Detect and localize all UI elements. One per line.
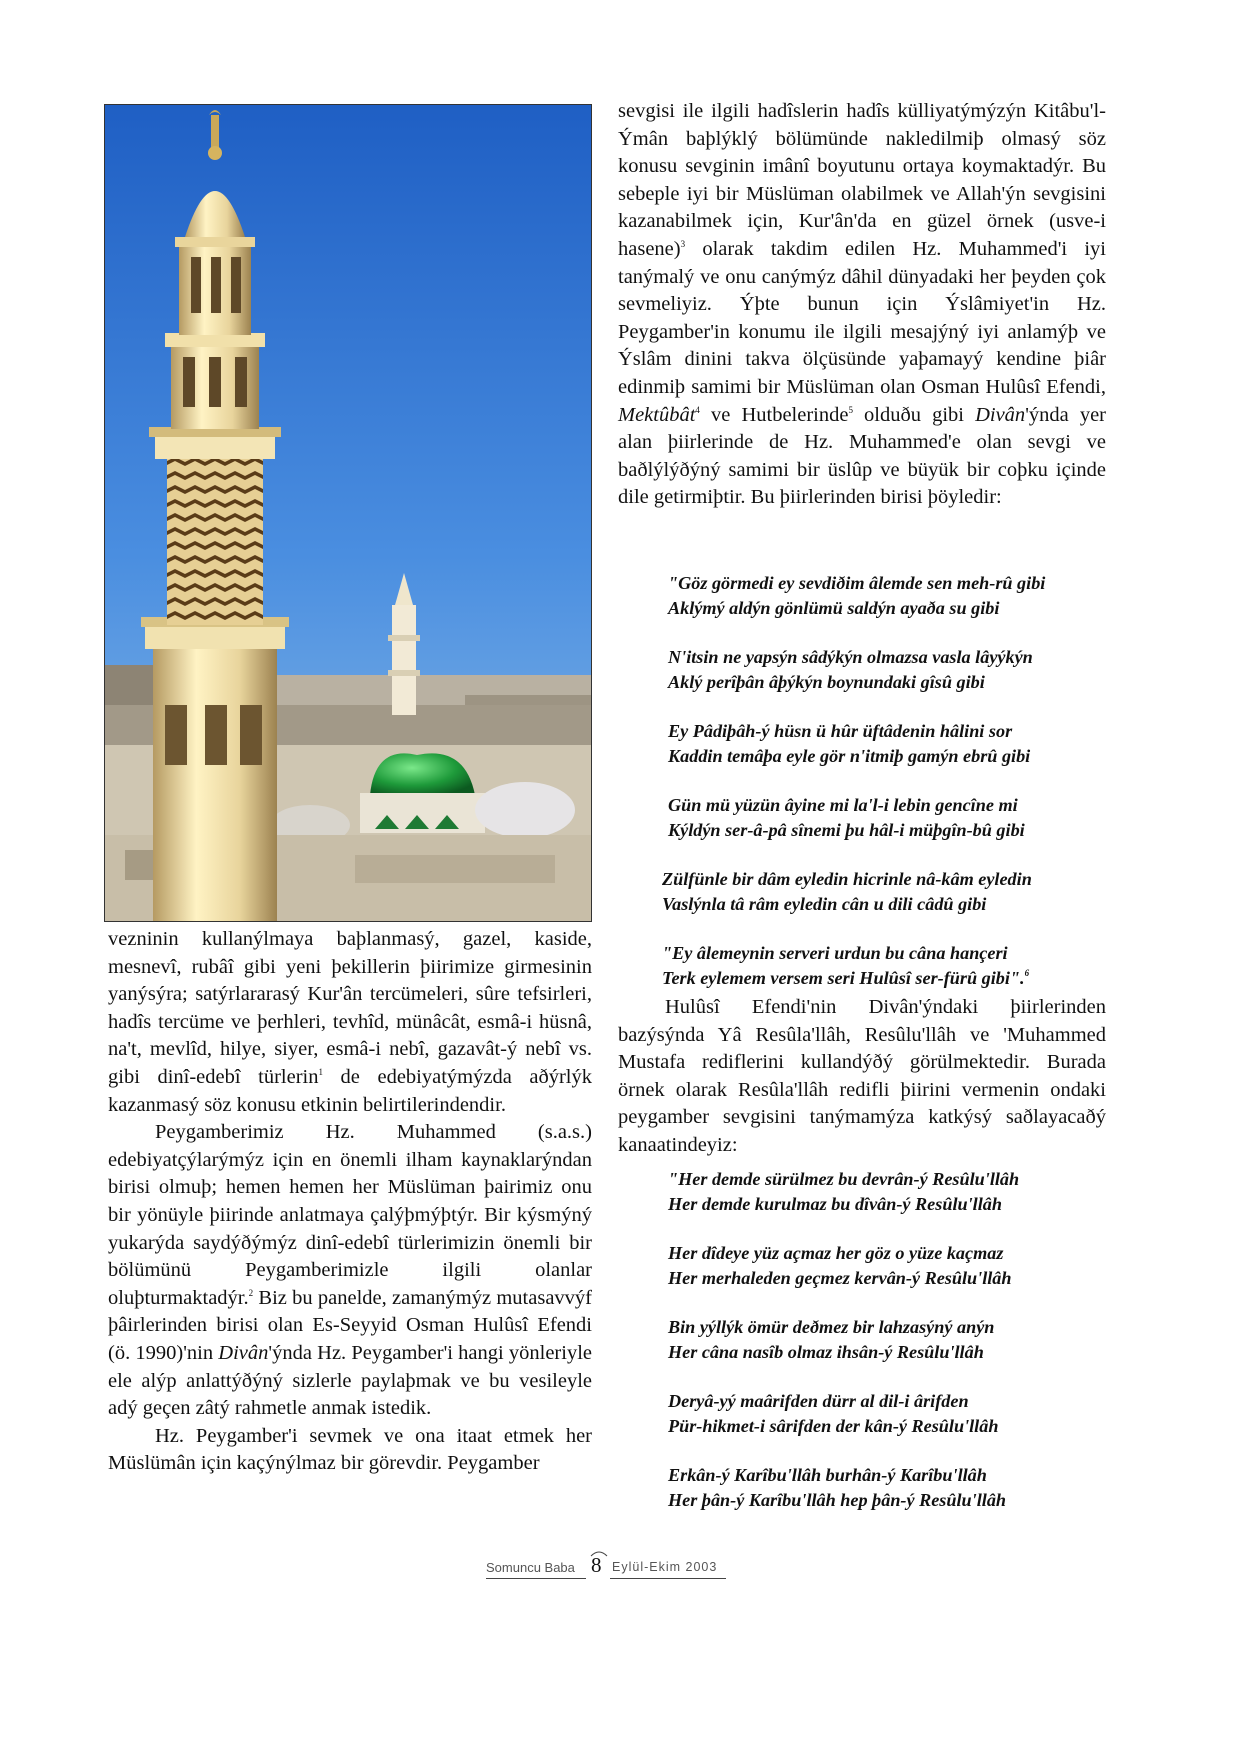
verse-line: Zülfünle bir dâm eyledin hicrinle nâ-kâm eyledin — [662, 869, 1032, 889]
verse-line: Her merhaleden geçmez kervân-ý Resûlu'llâh — [668, 1268, 1012, 1288]
footnote-ref: 4 — [695, 404, 700, 415]
verse-line: Aklý perîþân âþýkýn boynundaki gîsû gibi — [668, 672, 985, 692]
issue-date: Eylül-Ekim 2003 — [612, 1560, 718, 1574]
verse-line: Vaslýnla tâ râm eyledin cân u dili câdû gibi — [662, 894, 987, 914]
page-number: 8 — [591, 1553, 602, 1577]
paragraph: Hz. Peygamber'i sevmek ve ona itaat etmek her Müslümân için kaçýnýlmaz bir görevdir. Peygamber — [108, 1424, 592, 1475]
footnote-ref: 1 — [318, 1066, 323, 1077]
verse-line: "Her demde sürülmez bu devrân-ý Resûlu'llâh — [668, 1169, 1020, 1189]
paragraph: Hulûsî Efendi'nin Divân'ýndaki þiirlerinden bazýsýnda Yâ Resûla'llâh, Resûlu'llâh ve 'Muhammed Mustafa rediflerini kullandýðý görülmektedir. Burada örnek olarak Resûla'llâh redifli þiirini vermenin ondaki peygamber sevgisini tanýmamýza katkýsý saðlayacaðý kanaatindeyiz: — [618, 996, 1106, 1156]
couplet — [662, 867, 1108, 917]
text: ve Hutbelerinde — [699, 403, 849, 426]
footnote-ref: 3 — [680, 238, 686, 249]
couplet — [668, 1389, 1108, 1439]
verse-line: Erkân-ý Karîbu'llâh burhân-ý Karîbu'llâh — [668, 1465, 987, 1485]
book-title: Divân — [975, 403, 1026, 426]
verse-line: "Ey âlemeynin serveri urdun bu câna hançeri — [662, 943, 1008, 963]
paragraph — [108, 926, 592, 1119]
page-footer — [486, 1548, 726, 1588]
verse-line: Kaddin temâþa eyle gör n'itmiþ gamýn ebrû gibi — [668, 746, 1031, 766]
poem-resulullah — [668, 1167, 1108, 1513]
verse-line: Aklýmý aldýn gönlümü saldýn ayaða su gibi — [668, 598, 1000, 618]
text: 'ýnda yer alan þiirlerinde de Hz. Muhammed'e olan sevgi ve baðlýlýðýný samimi bir üslûp ve büyük bir coþku içinde dile getirmiþtir. Bu þiirlerinden birisi þöyledir: — [618, 403, 1106, 509]
verse-line: "Göz görmedi ey sevdiðim âlemde sen meh-rû gibi — [668, 573, 1046, 593]
right-column-top — [618, 98, 1106, 512]
footnote-ref: 2 — [248, 1287, 254, 1298]
footer-rule — [610, 1578, 726, 1579]
footnote-ref: 6 — [1024, 968, 1030, 978]
couplet — [668, 1463, 1108, 1513]
footnote-ref: 5 — [848, 404, 853, 415]
couplet — [668, 719, 1108, 769]
verse-line: N'itsin ne yapsýn sâdýkýn olmazsa vasla lâyýkýn — [668, 647, 1033, 667]
verse-line: Ey Pâdiþâh-ý hüsn ü hûr üftâdenin hâlini sor — [668, 721, 1013, 741]
verse-line: Pür-hikmet-i sârifden der kân-ý Resûlu'llâh — [668, 1416, 999, 1436]
couplet — [668, 1167, 1108, 1217]
mosque-photo — [104, 104, 592, 922]
verse-line: Her þân-ý Karîbu'llâh hep þân-ý Resûlu'llâh — [668, 1490, 1007, 1510]
text: Peygamberimiz Hz. Muhammed (s.a.s.) edebiyatçýlarýmýz için en önemli ilham kaynaklarýndan birisi olmuþ; hemen hemen her Müslüman þairimiz onu bir yönüyle þiirinde anlatmaya çalýþmýþtýr. Bir kýsmýný yukarýda saydýðýmýz dinî-edebî türlerimizin önemli bir bölümünü Peygamberimizle ilgili olanlar oluþturmaktadýr. — [108, 1121, 592, 1309]
couplet — [668, 571, 1108, 621]
verse-line — [662, 966, 1108, 991]
text: 'ýnda Hz. Peygamber'i hangi yönleriyle ele alýp anlattýðýný sizlerle paylaþmak ve bu vesileyle adý geçen zâtý rahmetle anmak istedik. — [108, 1341, 592, 1420]
paragraph — [618, 98, 1106, 512]
book-title: Divân — [218, 1341, 269, 1364]
verse-line: Bin yýllýk ömür deðmez bir lahzasýný anýn — [668, 1317, 995, 1337]
text: vezninin kullanýlmaya baþlanmasý, gazel, kaside, mesnevî, rubâî gibi yeni þekillerin þiirimize girmesinin yanýsýra; satýrlararasý Kur'ân tercümeleri, sûre tefsirleri, hadîs tercüme ve þerhleri, tevhîd, münâcât, esmâ-i hüsnâ, na't, mevlîd, hilye, siyer, esmâ-i nebî, gazavât-ý nebî vs. gibi dinî-edebî türlerin — [108, 928, 592, 1088]
verse-line: Her demde kurulmaz bu dîvân-ý Resûlu'llâh — [668, 1194, 1002, 1214]
text: olarak takdim edilen Hz. Muhammed'i iyi tanýmalý ve onu canýmýz dâhil dünyadaki her þeyden çok sevmeliyiz. Ýþte bunun için Ýslâmiyet'in Hz. Peygamber'in konumu ile ilgili mesajýný iyi anlamýþ ve Ýslâm dinini takva ölçüsünde yaþamayý kendine þiâr edinmiþ samimi bir Müslüman olan Osman Hulûsî Efendi, — [618, 237, 1106, 398]
verse-line: Her câna nasîb olmaz ihsân-ý Resûlu'llâh — [668, 1342, 984, 1362]
book-title: Mektûbât — [618, 403, 696, 426]
text: sevgisi ile ilgili hadîslerin hadîs külliyatýmýzýn Kitâbu'l-Ýmân baþlýklý bölümünde nakledilmiþ olmasý söz konusu sevginin imânî boyutunu ortaya koymaktadýr. Bu sebeple iyi bir Müslüman olabilmek ve Allah'ýn sevgisini kazanabilmek için, Kur'ân'da en güzel örnek (usve-i hasene) — [618, 100, 1106, 260]
couplet — [668, 645, 1108, 695]
verse-line: Gün mü yüzün âyine mi la'l-i lebin gencîne mi — [668, 795, 1018, 815]
text: olduðu gibi — [852, 403, 976, 426]
couplet — [668, 1315, 1108, 1365]
couplet — [668, 1241, 1108, 1291]
verse-text: Terk eylemem versem seri Hulûsî ser-fürû gibi". — [662, 968, 1025, 988]
couplet — [662, 941, 1108, 991]
text: de edebiyatýmýzda aðýrlýk kazanmasý söz konusu etkinin belirtilerindendir. — [108, 1065, 592, 1116]
verse-line: Deryâ-yý maârifden dürr al dil-i ârifden — [668, 1391, 969, 1411]
verse-line: Her dîdeye yüz açmaz her göz o yüze kaçmaz — [668, 1243, 1004, 1263]
poem-goz-gormedi — [662, 571, 1108, 991]
paragraph — [108, 1119, 592, 1423]
couplet — [668, 793, 1108, 843]
footer-rule — [486, 1578, 586, 1579]
right-column-middle — [618, 994, 1106, 1160]
left-column-bottom — [108, 926, 592, 1478]
verse-line: Kýldýn ser-â-pâ sînemi þu hâl-i müþgîn-bû gibi — [668, 820, 1025, 840]
text: Biz bu panelde, zamanýmýz mutasavvýf þâirlerinden birisi olan Es-Seyyid Osman Hulûsî Efendi (ö. 1990)'nin — [108, 1286, 592, 1364]
magazine-name: Somuncu Baba — [486, 1560, 575, 1575]
